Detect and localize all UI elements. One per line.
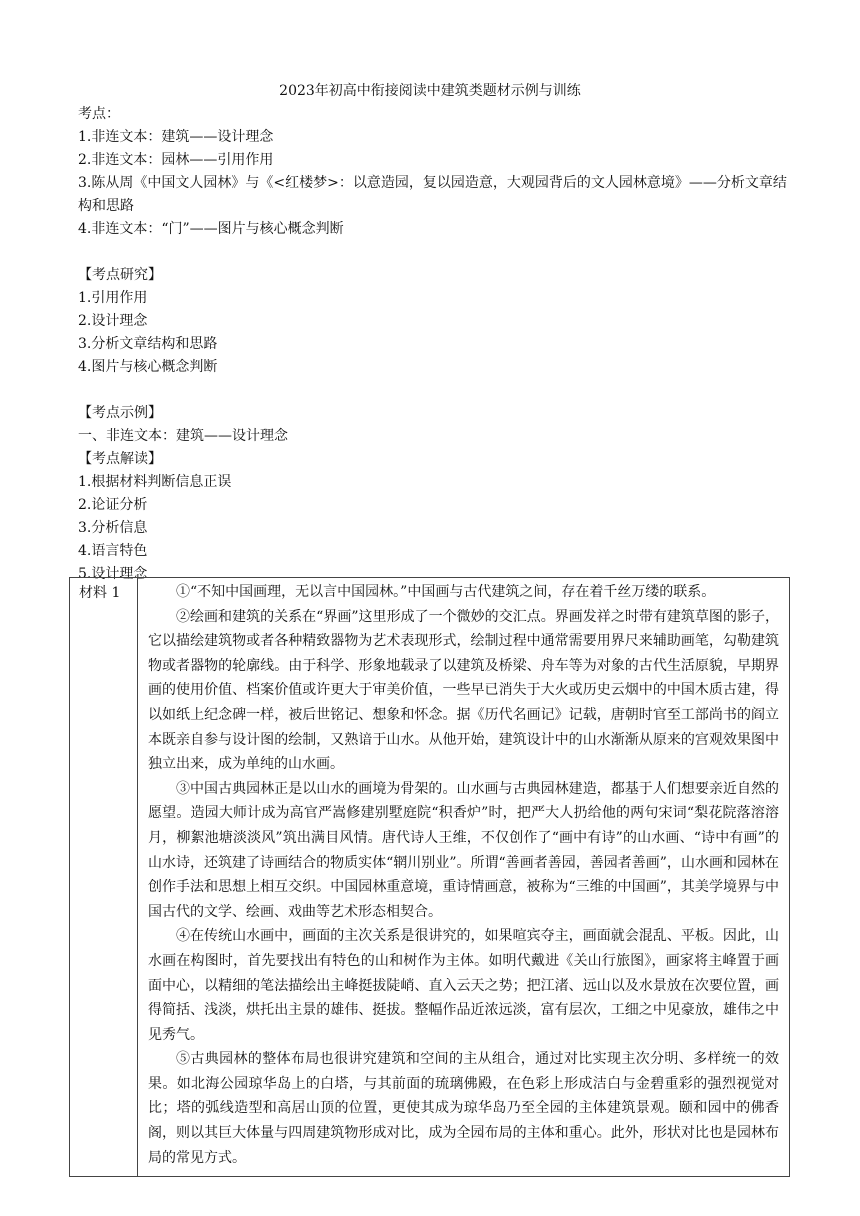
material-body xyxy=(138,578,790,1177)
section-heading-example: 【考点示例】 xyxy=(78,405,162,421)
blank-line xyxy=(78,379,788,402)
material-paragraph: ④在传统山水画中，画面的主次关系是很讲究的，如果喧宾夺主，画面就会混乱、平板。因此，山水画在构图时，首先要找出有特色的山和树作为主体。如明代戴进《关山行旅图》，画家将主峰置于画面中心，以精细的笔法描绘出主峰挺拔陡峭、直入云天之势；把江渚、远山以及水景放在次要位置，画得简括、浅淡，烘托出主景的雄伟、挺拔。整幅作品近浓远淡，富有层次，工细之中见豪放，雄伟之中见秀气。 xyxy=(148,928,779,1043)
research-item: 2.设计理念 xyxy=(78,313,148,329)
material-paragraph: ③中国古典园林正是以山水的画境为骨架的。山水画与古典园林建造，都基于人们想要亲近自然的愿望。造园大师计成为高官严嵩修建别墅庭院“积香炉”时，把严大人扔给他的两句宋词“梨花院落溶溶月，柳絮池塘淡淡风”筑出满目风情。唐代诗人王维，不仅创作了“画中有诗”的山水画、“诗中有画”的山水诗，还筑建了诗画结合的物质实体“辋川别业”。所谓“善画者善园，善园者善画”，山水画和园林在创作手法和思想上相互交织。中国园林重意境，重诗情画意，被称为“三维的中国画”，其美学境界与中国古代的文学、绘画、戏曲等艺术形态相契合。 xyxy=(148,780,779,920)
section-heading-interpretation: 【考点解读】 xyxy=(78,451,162,467)
material-paragraph: ①“不知中国画理，无以言中国园林。”中国画与古代建筑之间，存在着千丝万缕的联系。 xyxy=(176,584,716,600)
outline-item: 3.陈从周《中国文人园林》与《<红楼梦>：以意造园，复以园造意，大观园背后的文人园林意境》——分析文章结构和思路 xyxy=(78,175,787,214)
outline-section xyxy=(78,103,788,586)
material-label: 材料 1 xyxy=(70,578,138,1177)
document-title: 2023年初高中衔接阅读中建筑类题材示例与训练 xyxy=(279,83,581,99)
research-item: 4.图片与核心概念判断 xyxy=(78,359,218,375)
outline-heading: 考点： xyxy=(78,106,120,122)
research-item: 1.引用作用 xyxy=(78,290,148,306)
material-paragraph: ②绘画和建筑的关系在“界画”这里形成了一个微妙的交汇点。界画发祥之时带有建筑草图的影子，它以描绘建筑物或者各种精致器物为艺术表现形式，绘制过程中通常需要用界尺来辅助画笔，勾勒建筑物或者器物的轮廓线。由于科学、形象地载录了以建筑及桥梁、舟车等为对象的古代生活原貌，早期界画的使用价值、档案价值或许更大于审美价值，一些早已消失于大火或历史云烟中的中国木质古建，得以如纸上纪念碑一样，被后世铭记、想象和怀念。据《历代名画记》记载，唐朝时官至工部尚书的阎立本既亲自参与设计图的绘制，又熟谙于山水。从他开始，建筑设计中的山水渐渐从原来的宫观效果图中独立出来，成为单纯的山水画。 xyxy=(148,608,779,773)
interpretation-item: 1.根据材料判断信息正误 xyxy=(78,474,232,490)
interpretation-item: 5.设计理念 xyxy=(78,566,148,582)
interpretation-item: 3.分析信息 xyxy=(78,520,148,536)
interpretation-item: 2.论证分析 xyxy=(78,497,148,513)
section-heading-research: 【考点研究】 xyxy=(78,267,162,283)
material-table xyxy=(69,577,790,1177)
interpretation-item: 4.语言特色 xyxy=(78,543,148,559)
research-item: 3.分析文章结构和思路 xyxy=(78,336,218,352)
example-subheading: 一、非连文本：建筑——设计理念 xyxy=(78,428,288,444)
outline-item: 1.非连文本：建筑——设计理念 xyxy=(78,129,274,145)
blank-line xyxy=(78,241,788,264)
outline-item: 2.非连文本：园林——引用作用 xyxy=(78,152,274,168)
outline-item: 4.非连文本：“门”——图片与核心概念判断 xyxy=(78,221,344,237)
material-paragraph: ⑤古典园林的整体布局也很讲究建筑和空间的主从组合，通过对比实现主次分明、多样统一的效果。如北海公园琼华岛上的白塔，与其前面的琉璃佛殿，在色彩上形成洁白与金碧重彩的强烈视觉对比；塔的弧线造型和高居山顶的位置，更使其成为琼华岛乃至全园的主体建筑景观。颐和园中的佛香阁，则以其巨大体量与四周建筑物形成对比，成为全园布局的主体和重心。此外，形状对比也是园林布局的常见方式。 xyxy=(148,1051,779,1166)
